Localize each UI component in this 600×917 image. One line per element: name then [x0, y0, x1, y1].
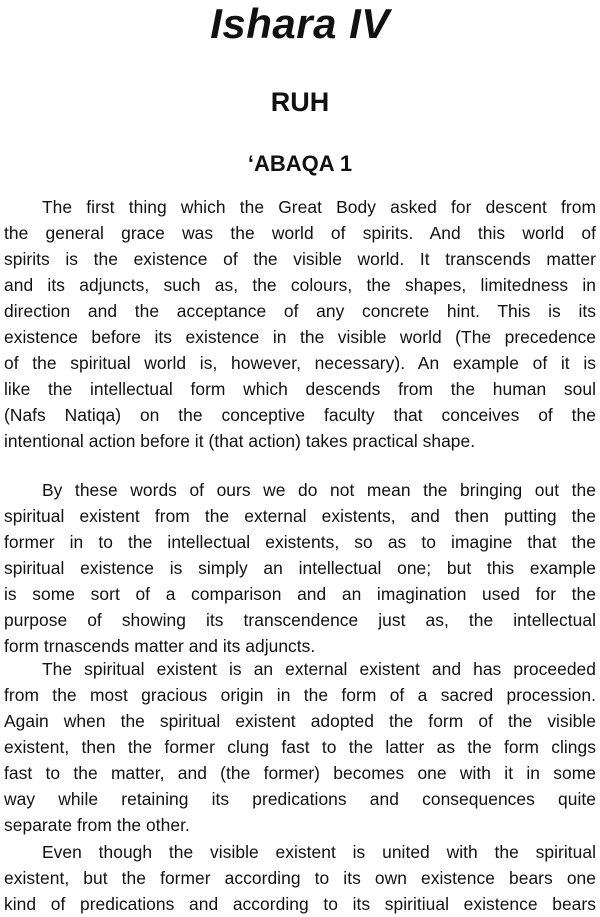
text-line: is some sort of a comparison and an imagination used for the [4, 584, 596, 604]
text-line: Even though the visible existent is united with the spiritual [42, 842, 596, 862]
text-line: The spiritual existent is an external existent and has proceeded [42, 659, 596, 679]
chapter-title: Ishara IV [210, 0, 390, 47]
paragraph-3 [4, 656, 596, 838]
text-line: By these words of ours we do not mean the bringing out the [42, 480, 596, 500]
text-line: The first thing which the Great Body asked for descent from [42, 197, 596, 217]
text-line: existence before its existence in the visible world (The precedence [4, 327, 596, 347]
text-line: of the spiritual world is, however, necessary). An example of it is [4, 353, 596, 373]
text-line: kind of predications and according to its spiritiual existence bears [4, 894, 596, 914]
text-line: existent, then the former clung fast to the latter as the form clings [4, 737, 596, 757]
text-line: spirits is the existence of the visible world. It transcends matter [4, 249, 596, 269]
text-line: direction and the acceptance of any concrete hint. This is its [4, 301, 596, 321]
paragraph-1 [4, 194, 596, 454]
text-line: existent, but the former according to its own existence bears one [4, 868, 596, 888]
text-line: form trnascends matter and its adjuncts. [4, 636, 316, 656]
text-line: from the most gracious origin in the form of a sacred procession. [4, 685, 596, 705]
text-line: like the intellectual form which descends from the human soul [4, 379, 596, 399]
text-line: the general grace was the world of spirits. And this world of [4, 223, 596, 243]
text-line: fast to the matter, and (the former) becomes one with it in some [4, 763, 596, 783]
text-line: former in to the intellectual existents, so as to imagine that the [4, 532, 596, 552]
section-title: RUH [270, 87, 330, 117]
text-line: purpose of showing its transcendence just as, the intellectual [4, 610, 596, 630]
paragraph-2 [4, 477, 596, 659]
text-line: way while retaining its predications and consequences quite [4, 789, 596, 809]
subsection-title: ‘ABAQA 1 [247, 151, 353, 176]
paragraph-4 [4, 839, 596, 917]
text-line: (Nafs Natiqa) on the conceptive faculty that conceives of the [4, 405, 596, 425]
text-line: spiritual existent from the external existents, and then putting the [4, 506, 596, 526]
text-line: separate from the other. [4, 815, 190, 835]
text-line: spiritual existence is simply an intellectual one; but this example [4, 558, 596, 578]
text-line: intentional action before it (that action) takes practical shape. [4, 431, 476, 451]
text-line: Again when the spiritual existent adopted the form of the visible [4, 711, 596, 731]
text-line: and its adjuncts, such as, the colours, the shapes, limitedness in [4, 275, 596, 295]
